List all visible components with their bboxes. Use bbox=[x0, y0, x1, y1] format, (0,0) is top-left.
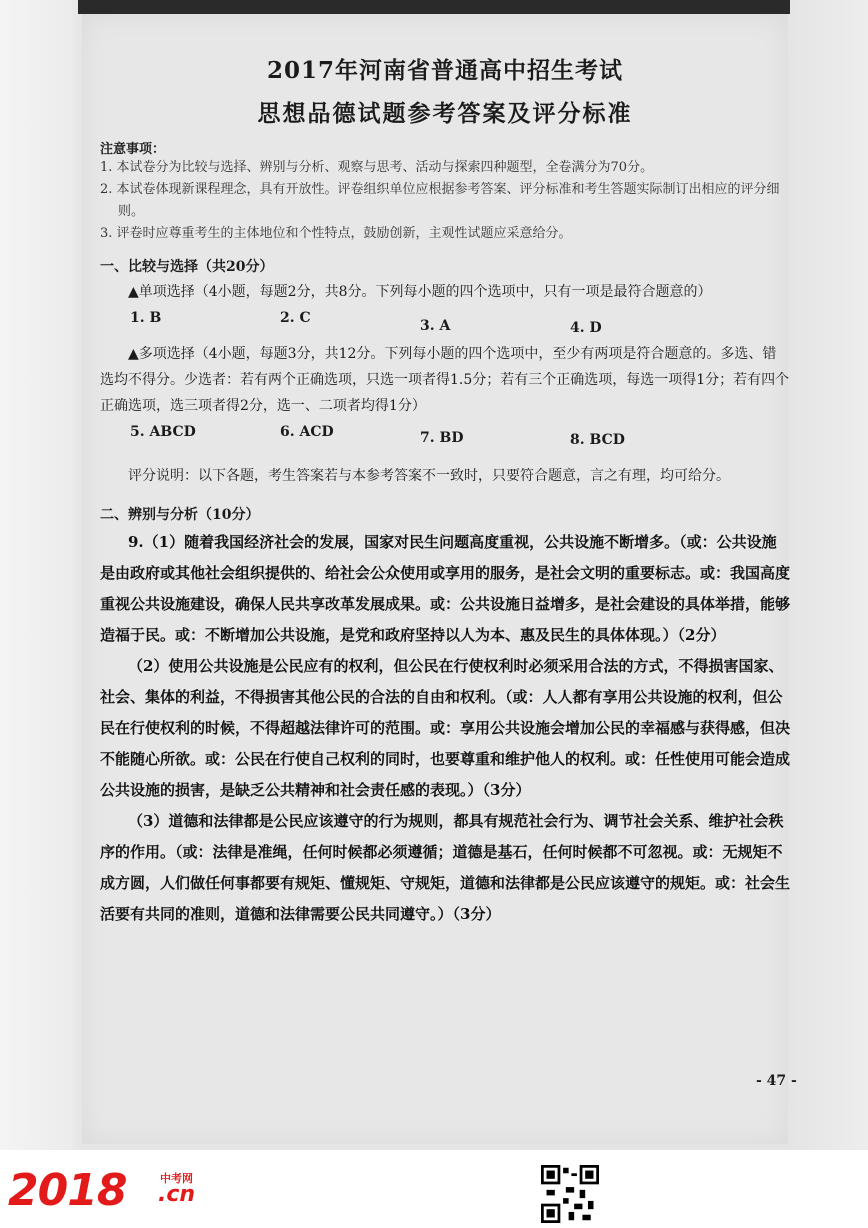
single-choice-desc: ▲单项选择（4小题，每题2分，共8分。下列每小题的四个选项中，只有一项是最符合题意的） bbox=[128, 284, 712, 300]
site-logo-sub: 中考网 bbox=[160, 1172, 193, 1185]
q9-part2: （2）使用公共设施是公民应有的权利，但公民在行使权利时必须采用合法的方式，不得损害国家、社会、集体的利益，不得损害其他公民的合法的自由和权利。（或：人人都有享用公共设施的权利，但公民在行使权利的时候，不得超越法律许可的范围。或：享用公共设施会增加公民的幸福感与获得感，但决不能随心所欲。或：公民在行使自己权利的同时，也要尊重和维护他人的权利。或：任性使用可能会造成公共设施的损害，是缺乏公共精神和社会责任感的表现。）（3分） bbox=[100, 657, 791, 799]
section1-title: 一、比较与选择（共20分） bbox=[100, 259, 274, 275]
page-number: - 47 - bbox=[756, 1073, 797, 1089]
scan-top-edge bbox=[78, 0, 790, 14]
single-answers bbox=[100, 305, 790, 341]
notes-heading: 注意事项： bbox=[100, 142, 166, 157]
doc-title-line1: 2017年河南省普通高中招生考试 bbox=[266, 57, 623, 84]
section2-title: 二、辨别与分析（10分） bbox=[100, 507, 260, 523]
multi-choice-desc: ▲多项选择（4小题，每题3分，共12分。下列每小题的四个选项中，至少有两项是符合题意的。多选、错选均不得分。少选者：若有两个正确选项，只选一项者得1.5分；若有三个正确选项，每选一项得1分；若有四个正确选项，选三项者得2分，选一、二项者均得1分） bbox=[100, 346, 790, 414]
answer-2: 2. C bbox=[280, 310, 311, 326]
answer-8: 8. BCD bbox=[570, 432, 625, 448]
note-item-2: 2. 本试卷体现新课程理念，具有开放性。评卷组织单位应根据参考答案、评分标准和考生答题实际制订出相应的评分细则。 bbox=[100, 182, 780, 219]
document-content bbox=[100, 42, 790, 930]
note-item-3: 3. 评卷时应尊重考生的主体地位和个性特点，鼓励创新，主观性试题应采意给分。 bbox=[100, 226, 572, 241]
answer-5: 5. ABCD bbox=[130, 424, 196, 440]
q9-part1: 9.（1）随着我国经济社会的发展，国家对民生问题高度重视，公共设施不断增多。（或：公共设施是由政府或其他社会组织提供的、给社会公众使用或享用的服务，是社会文明的重要标志。或：我国高度重视公共设施建设，确保人民共享改革发展成果。或：公共设施日益增多，是社会建设的具体举措，能够造福于民。或：不断增加公共设施，是党和政府坚持以人为本、惠及民生的具体体现。）（2分） bbox=[100, 533, 791, 644]
q9-part3: （3）道德和法律都是公民应该遵守的行为规则，都具有规范社会行为、调节社会关系、维护社会秩序的作用。（或：法律是准绳，任何时候都必须遵循；道德是基石，任何时候都不可忽视。或：无规矩不成方圆，人们做任何事都要有规矩、懂规矩、守规矩，道德和法律都是公民应该遵守的规矩。或：社会生活要有共同的准则，道德和法律需要公民共同遵守。）（3分） bbox=[100, 812, 791, 923]
answer-4: 4. D bbox=[570, 320, 602, 336]
qr-code-icon bbox=[540, 1165, 600, 1223]
answer-6: 6. ACD bbox=[280, 424, 334, 440]
answer-1: 1. B bbox=[130, 310, 162, 326]
scoring-note: 评分说明：以下各题，考生答案若与本参考答案不一致时，只要符合题意，言之有理，均可给分。 bbox=[128, 468, 730, 484]
multi-answers bbox=[100, 419, 790, 453]
answer-7: 7. BD bbox=[420, 430, 464, 446]
note-item-1: 1. 本试卷分为比较与选择、辨别与分析、观察与思考、活动与探索四种题型，全卷满分为70分。 bbox=[100, 160, 654, 175]
doc-title-line2: 思想品德试题参考答案及评分标准 bbox=[257, 100, 633, 127]
site-logo-domain: .cn bbox=[158, 1182, 196, 1207]
answer-3: 3. A bbox=[420, 318, 451, 334]
site-logo: 2018 bbox=[8, 1165, 127, 1216]
